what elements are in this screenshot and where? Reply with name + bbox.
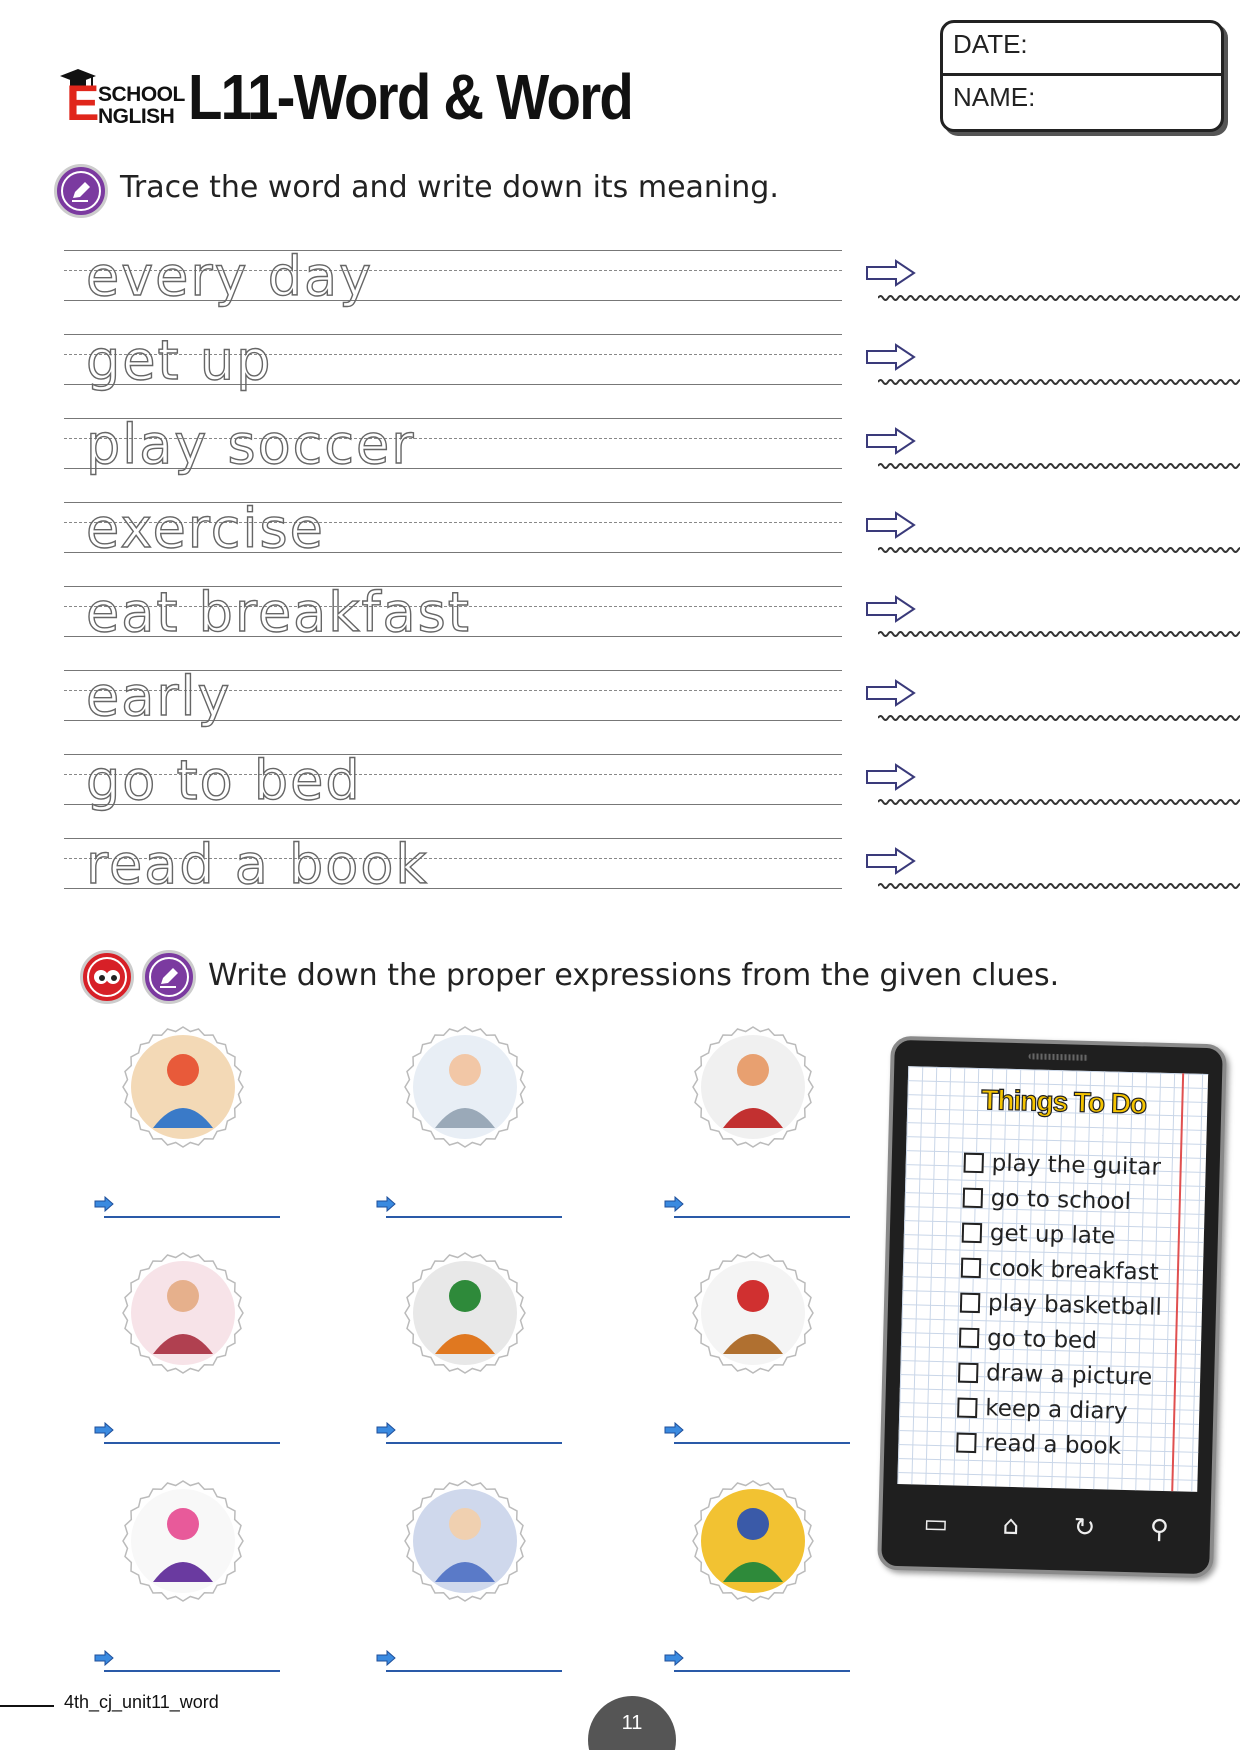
name-field[interactable]: NAME: [953, 82, 1036, 112]
checkbox[interactable] [963, 1153, 984, 1174]
trace-row [64, 497, 842, 578]
todo-item-label: play the guitar [991, 1150, 1162, 1181]
arrow-right-icon [864, 762, 918, 792]
footer-line [0, 1705, 54, 1707]
trace-row [64, 833, 842, 914]
todo-item[interactable] [960, 1290, 1162, 1321]
arrow-bullet-icon [664, 1650, 684, 1666]
todo-item[interactable] [962, 1185, 1131, 1215]
checkbox[interactable] [956, 1433, 977, 1454]
girl-drawing-picture-image [120, 1024, 246, 1150]
children-boarding-school-bus-image [690, 1478, 816, 1604]
arrow-right-icon [864, 846, 918, 876]
expression-answer-line[interactable] [664, 1418, 860, 1448]
section2-instruction: Write down the proper expressions from the given clues. [208, 958, 1060, 993]
todo-item[interactable] [956, 1430, 1121, 1460]
arrow-bullet-icon [376, 1422, 396, 1438]
arrow-right-icon [864, 258, 918, 288]
expression-answer-line[interactable] [664, 1192, 860, 1222]
trace-word[interactable]: eat breakfast [86, 581, 471, 644]
trace-row [64, 749, 842, 830]
trace-row [64, 665, 842, 746]
section1-instruction: Trace the word and write down its meaning. [120, 170, 779, 205]
trace-word[interactable]: exercise [86, 497, 325, 560]
todo-item[interactable] [957, 1395, 1128, 1425]
arrow-bullet-icon [376, 1650, 396, 1666]
checkbox[interactable] [961, 1258, 982, 1279]
arrow-right-icon [864, 426, 918, 456]
trace-word[interactable]: read a book [86, 833, 429, 896]
page-title: L11-Word & Word [188, 61, 632, 133]
checkbox[interactable] [959, 1328, 980, 1349]
arrow-bullet-icon [94, 1196, 114, 1212]
checkbox[interactable] [958, 1363, 979, 1384]
girl-writing-diary-image [120, 1250, 246, 1376]
trace-row [64, 245, 842, 326]
expression-answer-line[interactable] [376, 1646, 572, 1676]
refresh-icon: ↻ [1073, 1512, 1096, 1544]
todo-item-label: go to school [990, 1185, 1132, 1216]
logo-initial: E [66, 75, 100, 131]
trace-row [64, 329, 842, 410]
school-english-logo [56, 68, 185, 131]
page-number: 11 [588, 1696, 676, 1750]
meaning-answer-line[interactable] [878, 458, 1240, 474]
todo-item[interactable] [961, 1255, 1159, 1286]
arrow-bullet-icon [376, 1196, 396, 1212]
arrow-bullet-icon [664, 1422, 684, 1438]
date-field[interactable]: DATE: [943, 23, 1221, 76]
logo-line-1: SCHOOL [98, 83, 185, 106]
meaning-answer-line[interactable] [878, 794, 1240, 810]
todo-item-label: read a book [984, 1430, 1122, 1460]
checkbox[interactable] [960, 1293, 981, 1314]
pencil-icon [142, 950, 196, 1004]
girl-waking-up-image [402, 1024, 528, 1150]
checkbox[interactable] [962, 1223, 983, 1244]
trace-row [64, 413, 842, 494]
arrow-right-icon [864, 678, 918, 708]
todo-item[interactable] [959, 1325, 1097, 1355]
logo-line-2: NGLISH [98, 105, 175, 128]
arrow-bullet-icon [94, 1422, 114, 1438]
todo-item-label: cook breakfast [988, 1255, 1160, 1286]
arrow-right-icon [864, 510, 918, 540]
boy-yawning-with-alarm-clock-image [690, 1024, 816, 1150]
trace-word[interactable]: get up [86, 329, 273, 392]
home-icon: ⌂ [1002, 1510, 1020, 1542]
child-sleeping-image [402, 1478, 528, 1604]
expression-answer-line[interactable] [94, 1418, 290, 1448]
trace-word[interactable]: play soccer [86, 413, 416, 476]
phone-screen [897, 1066, 1208, 1492]
expression-answer-line[interactable] [94, 1646, 290, 1676]
todo-item-label: keep a diary [984, 1395, 1128, 1426]
expression-answer-line[interactable] [376, 1418, 572, 1448]
meaning-answer-line[interactable] [878, 542, 1240, 558]
phone-nav-bar [895, 1488, 1197, 1566]
checkbox[interactable] [957, 1398, 978, 1419]
todo-item[interactable] [963, 1150, 1161, 1181]
footer-code: 4th_cj_unit11_word [64, 1692, 219, 1712]
arrow-right-icon [864, 342, 918, 372]
todo-item-label: play basketball [987, 1290, 1163, 1321]
search-icon: ⚲ [1149, 1514, 1170, 1546]
expression-answer-line[interactable] [376, 1192, 572, 1222]
todo-item[interactable] [962, 1220, 1116, 1250]
eyes-icon [80, 950, 134, 1004]
girl-reading-book-image [120, 1478, 246, 1604]
trace-word[interactable]: go to bed [86, 749, 362, 812]
trace-word[interactable]: every day [86, 245, 374, 308]
arrow-bullet-icon [94, 1650, 114, 1666]
phone-things-to-do [877, 1036, 1227, 1579]
expression-answer-line[interactable] [94, 1192, 290, 1222]
todo-item[interactable] [958, 1360, 1153, 1391]
meaning-answer-line[interactable] [878, 626, 1240, 642]
arrow-bullet-icon [664, 1196, 684, 1212]
meaning-answer-line[interactable] [878, 710, 1240, 726]
trace-word[interactable]: early [86, 665, 232, 728]
date-name-box [940, 20, 1224, 132]
pencil-icon [54, 164, 108, 218]
todo-item-label: draw a picture [985, 1360, 1153, 1391]
trace-row [64, 581, 842, 662]
todo-title: Things To Do [980, 1084, 1147, 1120]
checkbox[interactable] [963, 1188, 984, 1209]
arrow-right-icon [864, 594, 918, 624]
expression-answer-line[interactable] [664, 1646, 860, 1676]
todo-item-label: go to bed [986, 1325, 1098, 1355]
meaning-answer-line[interactable] [878, 290, 1240, 306]
boy-playing-guitar-image [690, 1250, 816, 1376]
phone-back-icon: ▭ [923, 1508, 949, 1540]
meaning-answer-line[interactable] [878, 374, 1240, 390]
boys-playing-basketball-image [402, 1250, 528, 1376]
todo-item-label: get up late [989, 1220, 1116, 1250]
meaning-answer-line[interactable] [878, 878, 1240, 894]
